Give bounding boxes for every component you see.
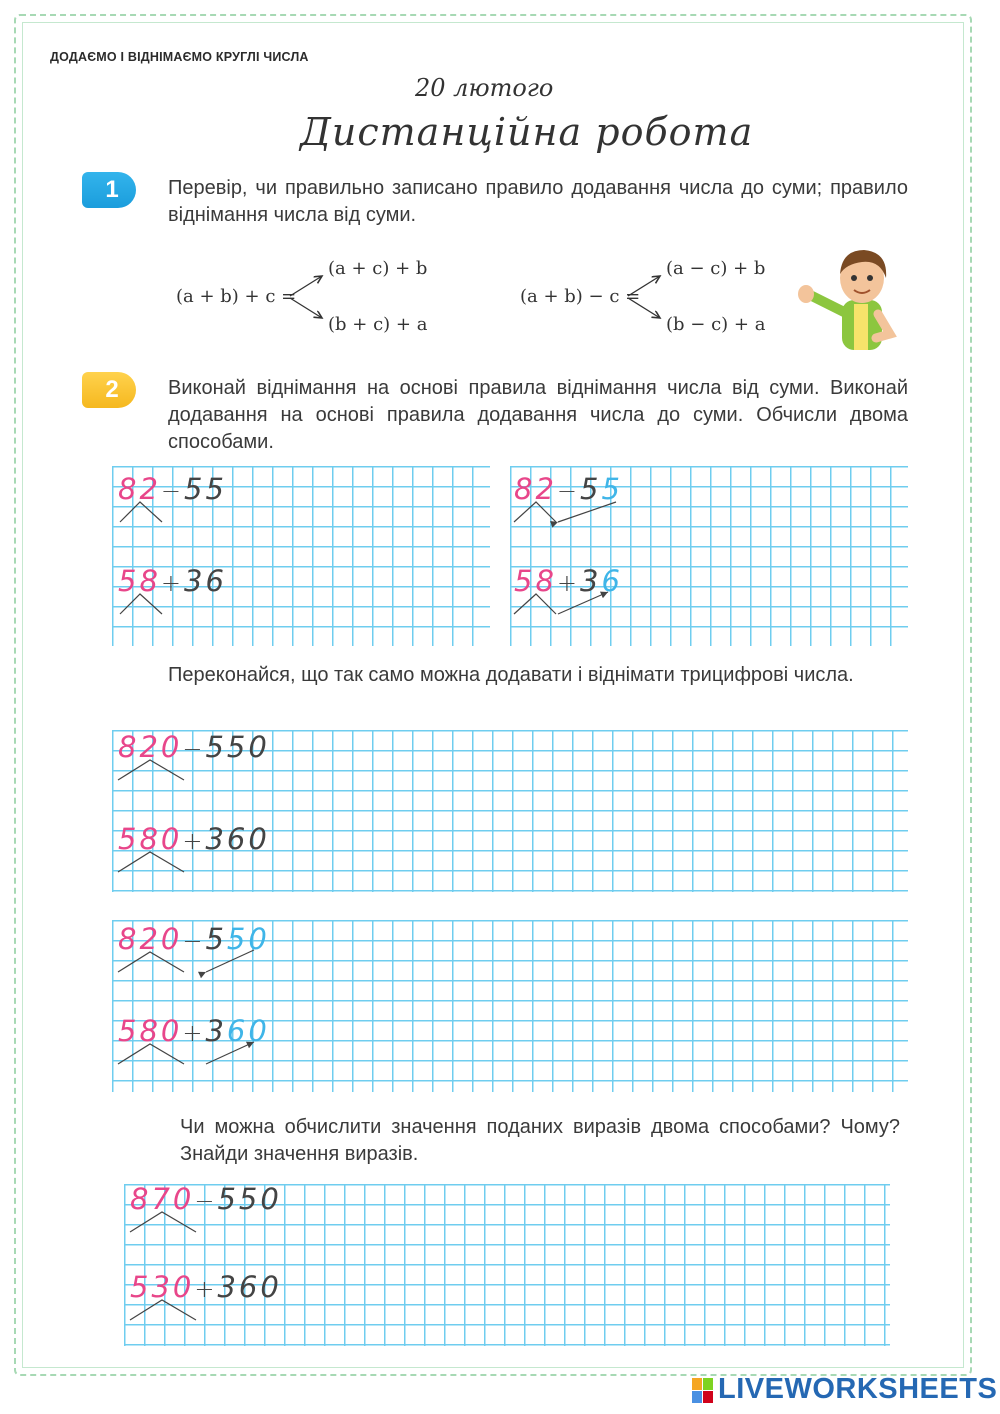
task-2-badge: 2 <box>82 372 136 408</box>
liveworksheets-brand[interactable]: LIVEWORKSHEETS <box>718 1373 998 1405</box>
expression: 530+360 <box>130 1270 282 1304</box>
expression: 580+360 <box>118 822 270 856</box>
section-header: ДОДАЄМО І ВІДНІМАЄМО КРУГЛІ ЧИСЛА <box>50 50 309 64</box>
task-1-badge: 1 <box>82 172 136 208</box>
formula-sub-bottom: (b − c) + a <box>666 314 766 335</box>
expression: 820−550 <box>118 922 270 956</box>
formula-sub-left: (a + b) − c = <box>520 286 641 307</box>
date-heading: 20 лютого <box>415 74 554 102</box>
boy-waving-icon <box>796 238 908 350</box>
task-2-text: Виконай віднімання на основі правила віднімання числа від суми. Виконай додавання на основі правила додавання числа до суми. Обчисли двома способами. <box>168 377 908 453</box>
expression: 58+36 <box>514 564 623 598</box>
formula-add-bottom: (b + c) + a <box>328 314 428 335</box>
task-2-question: Чи можна обчислити значення поданих виразів двома способами? Чому? Знайди значення виразів. <box>180 1116 900 1165</box>
page-title: Дистанційна робота <box>300 110 754 154</box>
task-1-text: Перевір, чи правильно записано правило додавання числа до суми; правило віднімання числа від суми. <box>168 177 908 226</box>
expression: 580+360 <box>118 1014 270 1048</box>
liveworksheets-logo-icon <box>692 1378 714 1404</box>
formula-add-top: (a + c) + b <box>328 258 428 279</box>
task-2-note: Переконайся, що так само можна додавати і віднімати трицифрові числа. <box>168 664 854 686</box>
expression: 58+36 <box>118 564 227 598</box>
expression: 82−55 <box>514 472 623 506</box>
formula-sub-top: (a − c) + b <box>666 258 766 279</box>
expression: 820−550 <box>118 730 270 764</box>
formula-add-left: (a + b) + c = <box>176 286 297 307</box>
expression: 82−55 <box>118 472 227 506</box>
expression: 870−550 <box>130 1182 282 1216</box>
